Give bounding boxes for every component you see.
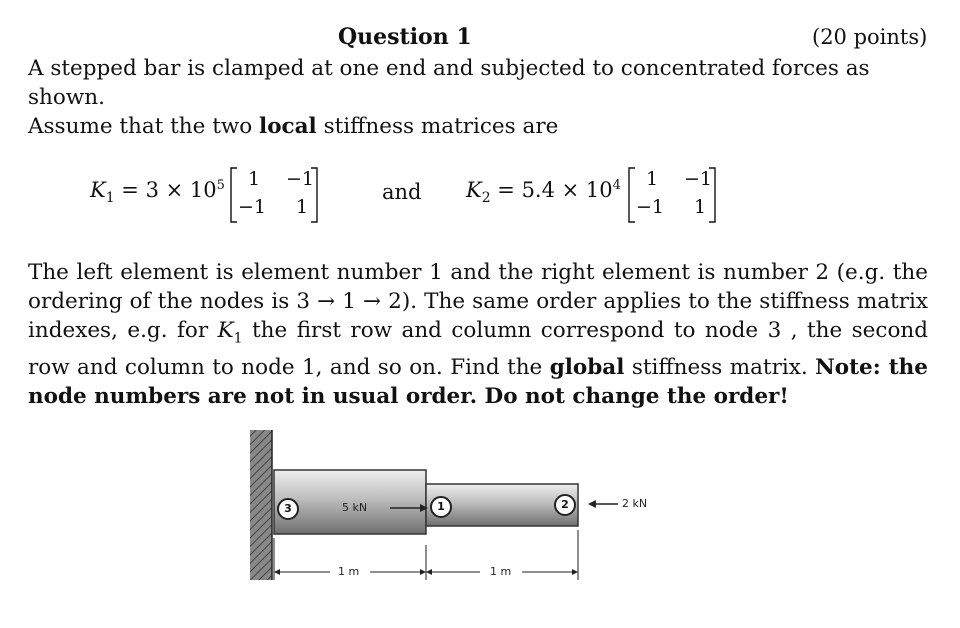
k1-cell-22: 1 bbox=[296, 196, 309, 218]
note-text: Note: the node numbers are not in usual order. Do not change the order! bbox=[28, 355, 928, 410]
node-3-marker: 3 bbox=[277, 498, 299, 520]
intro-line-2-start: Assume that the two bbox=[28, 114, 260, 139]
k2-matrix bbox=[626, 166, 718, 224]
problem-paragraph bbox=[28, 258, 928, 411]
k2-symbol: K bbox=[466, 178, 482, 202]
points-label: (20 points) bbox=[812, 25, 928, 49]
k2-exponent: 4 bbox=[612, 178, 621, 193]
intro-line-2-end: stiffness matrices are bbox=[316, 114, 559, 139]
body-text-3: stiffness matrix. bbox=[624, 355, 816, 381]
node-1-marker: 1 bbox=[430, 496, 452, 518]
k1-exponent: 5 bbox=[216, 178, 225, 193]
k2-coefficient: = 5.4 × 10 bbox=[490, 178, 613, 202]
k2-subscript: 2 bbox=[481, 190, 491, 207]
dim-left-arrow-b bbox=[420, 569, 426, 575]
k1-cell-11: 1 bbox=[248, 168, 261, 190]
body-text-1: The left element is element number 1 and the right element is number 2 (e.g. the ordering of the nodes is 3 → 1 → 2). The same order applies to the stiffness matrix indexes, e.g. for bbox=[28, 260, 928, 343]
k1-subscript: 1 bbox=[105, 190, 115, 207]
k1-cell-21: −1 bbox=[238, 196, 267, 218]
question-title: Question 1 bbox=[338, 24, 472, 50]
intro-line-1: A stepped bar is clamped at one end and subjected to concentrated forces as shown. bbox=[28, 56, 870, 110]
k1-symbol: K bbox=[90, 178, 106, 202]
body-k-subscript: 1 bbox=[233, 330, 243, 347]
k2-cell-12: −1 bbox=[684, 168, 713, 190]
k2-cell-11: 1 bbox=[646, 168, 659, 190]
dimension-right-label: 1 m bbox=[490, 565, 512, 578]
body-text-2: the first row and column correspond to node 3 , the second row and column to node 1, and so on. Find the bbox=[28, 318, 929, 381]
wall-support bbox=[250, 430, 272, 580]
dimension-left-label: 1 m bbox=[338, 565, 360, 578]
k1-matrix bbox=[228, 166, 320, 224]
intro-paragraph bbox=[28, 54, 928, 141]
k1-coefficient: = 3 × 10 bbox=[114, 178, 217, 202]
global-emphasis: global bbox=[549, 355, 625, 381]
bar-diagram bbox=[240, 420, 680, 610]
k1-cell-12: −1 bbox=[286, 168, 315, 190]
dim-right-arrow-a bbox=[426, 569, 432, 575]
stepped-bar-figure bbox=[240, 420, 680, 610]
force-5kn-label: 5 kN bbox=[342, 501, 368, 514]
dim-right-arrow-b bbox=[572, 569, 578, 575]
force-2kn-label: 2 kN bbox=[622, 497, 648, 510]
local-emphasis: local bbox=[259, 114, 317, 139]
k2-cell-21: −1 bbox=[636, 196, 665, 218]
body-k-symbol: K bbox=[217, 318, 234, 343]
dim-left-arrow-a bbox=[274, 569, 280, 575]
and-connector: and bbox=[382, 180, 422, 204]
force-2kn-arrowhead bbox=[588, 500, 596, 508]
node-2-marker: 2 bbox=[554, 494, 576, 516]
k2-cell-22: 1 bbox=[694, 196, 707, 218]
